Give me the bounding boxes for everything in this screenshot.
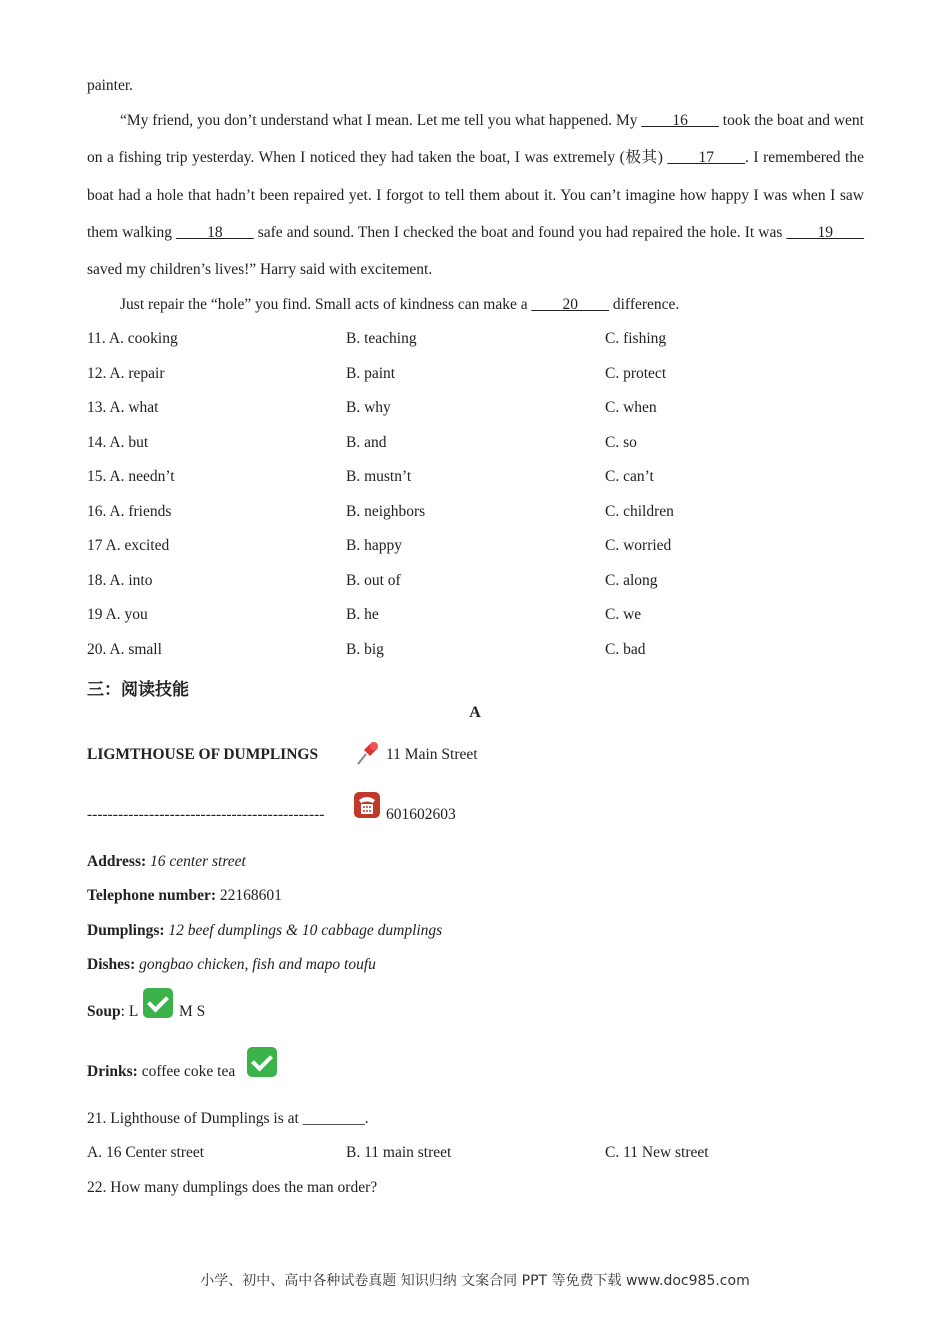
question-21-stem: 21. Lighthouse of Dumplings is at ________.	[87, 1110, 369, 1127]
question-option-b[interactable]: B. out of	[346, 572, 401, 589]
passage-line: painter.	[87, 77, 134, 94]
question-option-b[interactable]: B. paint	[346, 365, 396, 382]
question-option-b[interactable]: B. happy	[346, 537, 402, 554]
address-row: Address: 16 center street	[87, 853, 246, 870]
question-option-c[interactable]: C. fishing	[605, 330, 667, 347]
question-option-b[interactable]: B. mustn’t	[346, 468, 412, 485]
pushpin-icon	[352, 738, 382, 768]
question-option-c[interactable]: C. we	[605, 606, 642, 623]
question-option-c[interactable]: C. can’t	[605, 468, 654, 485]
checkmark-icon	[143, 988, 173, 1018]
question-22-stem: 22. How many dumplings does the man order?	[87, 1179, 378, 1196]
soup-sizes: M S	[179, 1003, 206, 1020]
question-option-a[interactable]: 18. A. into	[87, 572, 153, 589]
question-option-a[interactable]: 19 A. you	[87, 606, 148, 623]
q21-option-c[interactable]: C. 11 New street	[605, 1144, 709, 1161]
question-option-a[interactable]: 12. A. repair	[87, 365, 165, 382]
q21-option-a[interactable]: A. 16 Center street	[87, 1144, 205, 1161]
telephone-icon	[352, 790, 382, 820]
soup-row: Soup: L	[87, 1003, 139, 1020]
phone-number: 601602603	[386, 806, 456, 823]
blank-17: ____17____	[667, 149, 745, 167]
checkmark-icon	[247, 1047, 277, 1077]
question-option-c[interactable]: C. bad	[605, 641, 646, 658]
question-option-a[interactable]: 16. A. friends	[87, 503, 172, 520]
passage-conclusion: Just repair the “hole” you find. Small acts of kindness can make a ____20____ difference.	[120, 296, 680, 313]
part-label: A	[469, 704, 481, 721]
q21-option-b[interactable]: B. 11 main street	[346, 1144, 452, 1161]
question-option-b[interactable]: B. neighbors	[346, 503, 426, 520]
dishes-row: Dishes: gongbao chicken, fish and mapo toufu	[87, 956, 376, 973]
blank-19: ____19____	[786, 223, 864, 241]
question-option-b[interactable]: B. big	[346, 641, 384, 658]
question-option-a[interactable]: 15. A. needn’t	[87, 468, 175, 485]
question-option-c[interactable]: C. protect	[605, 365, 667, 382]
blank-18: ____18____	[176, 223, 254, 241]
passage-paragraph: “My friend, you don’t understand what I mean. Let me tell you what happened. My ____16____ took the boat and went on a fishing trip yesterday. When I noticed they had taken the boat, I was extremely (极其) ____17____. I remembered the boat had a hole that hadn’t been repaired yet. I forgot to tell them about it. You can’t imagine how happy I was when I saw them walking ____18____ safe and sound. Then I checked the boat and found you had repaired the hole. It was ____19____ saved my children’s lives!” Harry said with excitement.	[87, 112, 864, 279]
telephone-row: Telephone number: 22168601	[87, 887, 282, 904]
question-option-c[interactable]: C. when	[605, 399, 657, 416]
question-option-c[interactable]: C. worried	[605, 537, 672, 554]
question-option-a[interactable]: 17 A. excited	[87, 537, 170, 554]
question-option-a[interactable]: 11. A. cooking	[87, 330, 178, 347]
question-option-a[interactable]: 13. A. what	[87, 399, 159, 416]
question-option-c[interactable]: C. along	[605, 572, 658, 589]
footer-text: 小学、初中、高中各种试卷真题 知识归纳 文案合同 PPT 等免费下载 www.doc985.com	[200, 1273, 750, 1289]
question-option-a[interactable]: 20. A. small	[87, 641, 162, 658]
question-option-c[interactable]: C. children	[605, 503, 674, 520]
question-option-a[interactable]: 14. A. but	[87, 434, 149, 451]
question-option-b[interactable]: B. and	[346, 434, 387, 451]
blank-20: ____20____	[531, 296, 609, 313]
question-option-c[interactable]: C. so	[605, 434, 637, 451]
question-option-b[interactable]: B. he	[346, 606, 379, 623]
section-title: 三：阅读技能	[87, 680, 189, 700]
dumplings-row: Dumplings: 12 beef dumplings & 10 cabbage dumplings	[87, 922, 443, 939]
question-option-b[interactable]: B. teaching	[346, 330, 417, 347]
dashed-line: ----------------------------------------------	[87, 806, 325, 823]
street-address: 11 Main Street	[386, 746, 478, 763]
restaurant-name: LIGMTHOUSE OF DUMPLINGS	[87, 746, 319, 763]
drinks-row: Drinks: coffee coke tea	[87, 1063, 236, 1080]
question-option-b[interactable]: B. why	[346, 399, 391, 416]
blank-16: ____16____	[641, 112, 719, 129]
